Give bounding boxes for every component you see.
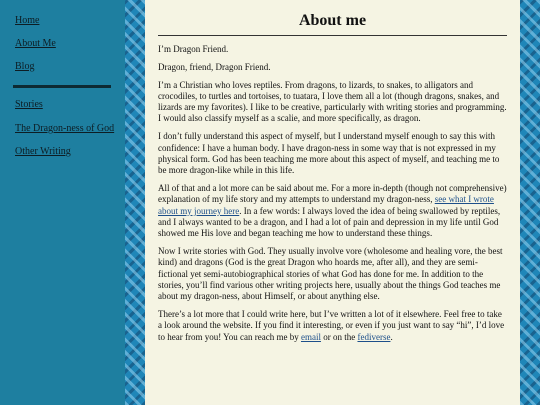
paragraph-intro: I’m Dragon Friend. [158, 44, 229, 54]
nav-link-home[interactable]: Home [15, 15, 40, 26]
paragraph-contact [158, 309, 507, 343]
paragraph-name: Dragon, friend, Dragon Friend. [158, 61, 271, 72]
decorative-border-right [520, 0, 540, 405]
page-title: About me [298, 12, 367, 29]
paragraph-dragon-ness: I don’t fully understand this aspect of myself, but I understand myself enough to say this with confidence: I have a human body. I have dragon-ness in some way that is not expressed in my physical form. God has been teaching me more about this aspect of myself, and teaching me to be more dragon-like while in this life. [158, 131, 500, 176]
main-content [145, 0, 520, 405]
article-body [158, 44, 507, 349]
paragraph-stories: Now I write stories with God. They usually involve vore (wholesome and healing vore, the best kind) and dragons (God is the great Dragon who hoards me, after all), and they are semi-fictional yet semi-autobiographical stories of what God has done for me. In addition to the stories, you’ll find various other writing projects here, usually about the things God teaches me about my dragon-ness, about Himself, or about anything else. [158, 245, 503, 302]
decorative-border-left [125, 0, 145, 405]
journey-link[interactable]: see what I wrote about my journey here [158, 194, 494, 216]
paragraph-about-reptiles: I’m a Christian who loves reptiles. From dragons, to lizards, to snakes, to alligators and crocodiles, to turtles and tortoises, to tuatara, I love them all a lot (though dragons, snakes, and lizards are my favorites). I like to be creative, particularly with writing stories and programming. I would also classify myself as a scalie, and more specifically, as dragon. [158, 79, 507, 124]
nav-link-blog[interactable]: Blog [15, 61, 35, 72]
nav-divider [13, 85, 111, 88]
paragraph-journey [158, 183, 507, 239]
nav-link-other-writing[interactable]: Other Writing [15, 146, 71, 157]
paragraph-text: . [390, 331, 393, 342]
paragraph-text: . In a few words: I always loved the idea of being swallowed by reptiles, and I always wanted to be a dragon, and I had a lot of pain and depression in my life until God showed me His love and began teaching me how to understand these things. [158, 205, 501, 239]
nav-link-dragon-ness-of-god[interactable]: The Dragon-ness of God [15, 123, 115, 134]
fediverse-link[interactable]: fediverse [357, 331, 391, 342]
paragraph-text: All of that and a lot more can be said about me. For a more in-depth (though not comprehensive) explanation of my life story and my attempts to understand my dragon-ness, [158, 182, 507, 205]
paragraph-text: There’s a lot more that I could write here, but I’ve written a lot of it elsewhere. Feel free to take a look around the website. If you find it interesting, or even if you just want to say “hi”, I’d love to hear from you! You can reach me by [158, 308, 505, 342]
title-rule [158, 35, 507, 36]
sidebar [0, 0, 125, 405]
nav-link-stories[interactable]: Stories [15, 99, 43, 110]
email-link[interactable]: email [300, 331, 321, 342]
paragraph-text: or on the [320, 331, 358, 342]
nav-link-about-me[interactable]: About Me [15, 38, 56, 49]
